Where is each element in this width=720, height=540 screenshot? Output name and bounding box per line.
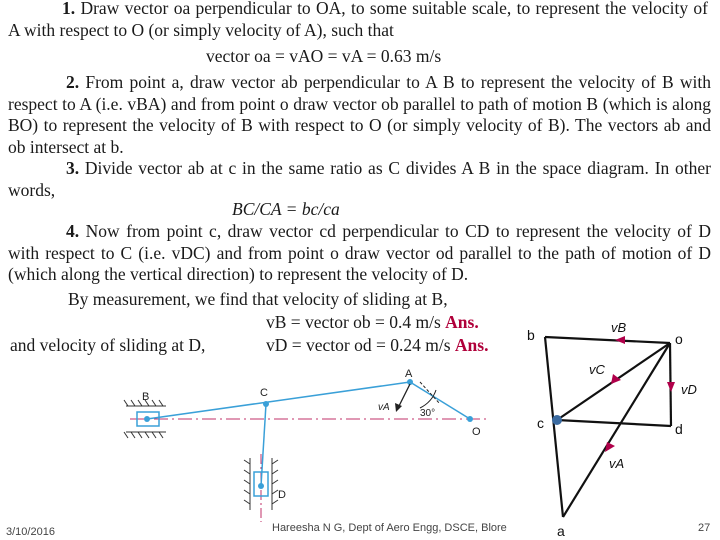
label-c: c	[537, 415, 544, 431]
label-vB: vB	[611, 320, 627, 335]
footer-date: 3/10/2016	[6, 526, 55, 538]
footer-author: Hareesha N G, Dept of Aero Engg, DSCE, Blore	[272, 522, 507, 534]
label-vA-velocity: vA	[609, 456, 625, 471]
label-o: o	[675, 331, 683, 347]
label-vC: vC	[589, 362, 605, 377]
label-O: O	[472, 426, 481, 438]
step-3-equation: BC/CA = bc/ca	[232, 199, 340, 219]
point-c-marker	[552, 415, 562, 425]
velocity-vectors	[545, 337, 671, 517]
velocity-d-result	[266, 335, 488, 356]
step-4-number: 4.	[66, 221, 80, 241]
velocity-d-label: and velocity of sliding at D,	[10, 335, 206, 355]
label-angle: 30°	[420, 408, 436, 419]
step-4-paragraph	[8, 221, 711, 286]
step-4-text: Now from point c, draw vector cd perpendicular to CD to represent the velocity of D with respect to C (i.e. vDC) and from point o draw vector od parallel to the path of motion of D (which along the vertical direction) to represent the velocity of D.	[8, 221, 711, 284]
label-d: d	[675, 421, 683, 437]
step-3-paragraph	[8, 158, 711, 201]
label-D: D	[278, 489, 286, 501]
velocity-d-equation: vD = vector od = 0.24 m/s	[266, 335, 451, 355]
step-1-text: Draw vector oa perpendicular to OA, to some suitable scale, to represent the velocity of A with respect to O (or simply velocity of A), such that	[8, 0, 708, 40]
label-C: C	[260, 387, 268, 399]
answer-b: Ans.	[445, 312, 479, 332]
velocity-b-equation: vB = vector ob = 0.4 m/s	[266, 312, 441, 332]
step-3-number: 3.	[66, 158, 80, 178]
footer-page-number: 27	[698, 522, 711, 534]
answer-d: Ans.	[454, 335, 489, 355]
va-arrow	[398, 384, 410, 408]
step-3-text: Divide vector ab at c in the same ratio as C divides A B in the space diagram. In other words,	[8, 158, 711, 200]
label-a: a	[557, 523, 565, 539]
step-1-equation: vector oa = vAO = vA = 0.63 m/s	[206, 46, 442, 66]
label-vD: vD	[681, 382, 697, 397]
va-arrowhead	[395, 403, 402, 412]
measurement-intro: By measurement, we find that velocity of sliding at B,	[68, 289, 448, 309]
step-2-paragraph	[8, 72, 711, 158]
label-A: A	[405, 368, 413, 380]
links	[137, 382, 470, 496]
space-diagram	[120, 360, 500, 522]
label-B: B	[142, 391, 150, 403]
velocity-diagram	[525, 312, 720, 540]
label-vA: vA	[378, 402, 390, 413]
step-2-text: From point a, draw vector ab perpendicular to A B to represent the velocity of B with respect to A (i.e. vBA) and from point o draw vector ob parallel to path of motion B (which is along BO) to represent the velocity of B with respect to O (or simply velocity of B). The vectors ab and ob intersect at b.	[8, 72, 712, 157]
velocity-b-result	[266, 312, 479, 333]
step-2-number: 2.	[66, 72, 80, 92]
step-1-number: 1.	[62, 0, 76, 18]
label-b: b	[527, 327, 535, 343]
joints	[144, 379, 473, 489]
step-1-paragraph	[8, 0, 708, 41]
